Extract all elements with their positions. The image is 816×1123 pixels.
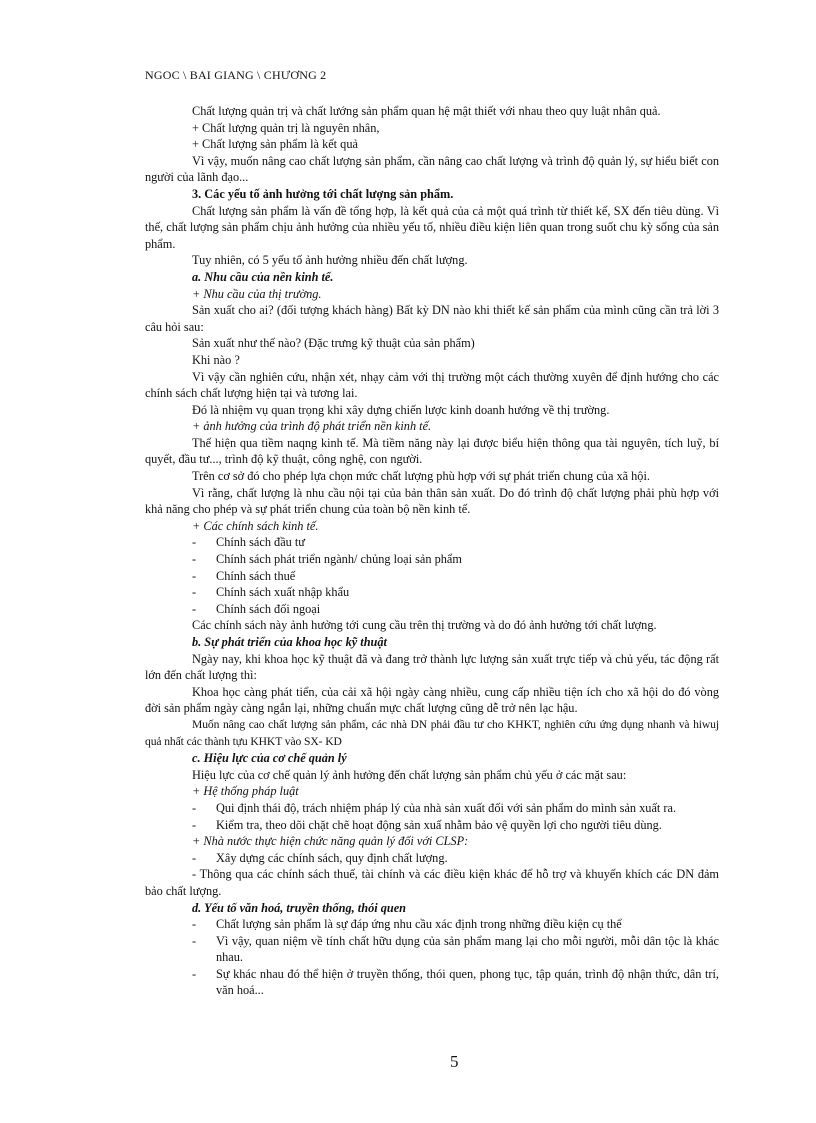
paragraph: Khi nào ? [192, 352, 240, 367]
paragraph: Chất lượng sản phẩm là vấn đề tổng hợp, là kết quả của cả một quá trình từ thiết kế, SX đến tiêu dùng. Vì thế, chất lượng sản phẩm chịu ảnh hưởng của nhiều yếu tố, nhiều điều kiện liên quan trong suốt chu kỳ sống của sản phẩm. [145, 203, 719, 251]
document-body [145, 103, 719, 999]
page-number: 5 [450, 1052, 459, 1071]
bullet-dash: - [192, 966, 197, 981]
bullet-item [145, 568, 719, 585]
paragraph: Vì vậy cần nghiên cứu, nhận xét, nhạy cảm với thị trường một cách thường xuyên để định hướng cho các chính sách chất lượng hiện tại và tương lai. [145, 369, 719, 401]
bullet-dash: - [192, 568, 197, 583]
bullet-item [145, 800, 719, 817]
paragraph: Đó là nhiệm vụ quan trọng khi xây dựng chiến lược kinh doanh hướng về thị trường. [192, 402, 610, 417]
bullet-text: Qui định thái độ, trách nhiệm pháp lý của nhà sản xuất đối với sản phẩm do mình sản xuất ra. [216, 800, 677, 815]
paragraph: + Chất lượng sản phẩm là kết quả [192, 137, 358, 152]
paragraph: b. Sự phát triển của khoa học kỹ thuật [192, 635, 387, 649]
bullet-item [145, 534, 719, 551]
paragraph: Hiệu lực của cơ chế quản lý ảnh hưởng đến chất lượng sản phẩm chủ yếu ở các mặt sau: [192, 767, 627, 782]
paragraph: Thể hiện qua tiềm naqng kinh tế. Mà tiềm năng này lại được biểu hiện thông qua tài nguyên, tích luỹ, bí quyết, đầu tư..., trình độ kỹ thuật, công nghệ, con người. [145, 435, 719, 467]
paragraph: Các chính sách này ảnh hưởng tới cung cầu trên thị trường và do đó ảnh hưởng tới chất lượng. [192, 618, 657, 633]
bullet-item [145, 966, 719, 999]
page-header: NGOC \ BAI GIANG \ CHƯƠNG 2 [145, 68, 327, 82]
paragraph: Vì vậy, muốn nâng cao chất lượng sản phẩm, cần nâng cao chất lượng và trình độ quản lý, sự hiểu biết con người của lãnh đạo... [145, 153, 719, 185]
bullet-text: Chất lượng sản phẩm là sự đáp ứng nhu cầu xác định trong những điều kiện cụ thể [216, 917, 622, 932]
paragraph: Khoa học càng phát tiển, của cải xã hội ngày càng nhiều, cung cấp nhiều tiện ích cho xã hội do đó vòng đời sản phẩm ngày càng ngắn lại, những chuẩn mực chất lượng cũng dễ trở nên lạc hậu. [145, 684, 719, 716]
paragraph: Sản xuất như thế nào? (Đặc trưng kỹ thuật của sản phẩm) [192, 336, 475, 351]
bullet-item [145, 601, 719, 618]
paragraph: Vì rằng, chất lượng là nhu cầu nội tại của bản thân sản xuất. Do đó trình độ chất lượng phải phù hợp với khả năng cho phép và sự phát triển chung của toàn bộ nền kinh tế. [145, 485, 719, 517]
bullet-item [145, 850, 719, 867]
paragraph: d. Yếu tố văn hoá, truyền thống, thói quen [192, 900, 406, 915]
paragraph: + Chất lượng quản trị là nguyên nhân, [192, 120, 380, 135]
bullet-dash: - [192, 552, 197, 567]
paragraph: Ngày nay, khi khoa học kỹ thuật đã và đang trở thành lực lượng sản xuất trực tiếp và chủ yếu, tác động rất lớn đến chất lượng thì: [145, 651, 719, 683]
paragraph: + ảnh hưởng của trình độ phát triển nền kinh tế. [192, 419, 432, 434]
paragraph: a. Nhu cầu của nền kinh tế. [192, 269, 334, 284]
paragraph: Tuy nhiên, có 5 yếu tố ảnh hưởng nhiều đến chất lượng. [192, 253, 468, 268]
paragraph: Sản xuất cho ai? (đối tượng khách hàng) Bất kỳ DN nào khi thiết kế sản phẩm của mình cũng cần trả lời 3 câu hỏi sau: [145, 303, 719, 334]
bullet-item [145, 916, 719, 933]
bullet-item [145, 584, 719, 601]
paragraph: c. Hiệu lực của cơ chế quản lý [192, 751, 347, 766]
bullet-dash: - [192, 850, 197, 865]
bullet-text: Xây dựng các chính sách, quy định chất lượng. [216, 850, 448, 865]
bullet-item [145, 551, 719, 568]
bullet-text: Chính sách phát triển ngành/ chủng loại sản phẩm [216, 552, 462, 567]
paragraph: 3. Các yếu tố ảnh hưởng tới chất lượng sản phẩm. [192, 186, 454, 201]
bullet-text: Chính sách thuế [216, 568, 296, 583]
paragraph: + Hệ thống pháp luật [192, 784, 299, 799]
paragraph: Muốn nâng cao chất lượng sản phẩm, các nhà DN phải đầu tư cho KHKT, nghiên cứu ứng dụng nhanh và hiwuj quả nhất các thành tựu KHKT vào SX- KD [145, 717, 719, 748]
bullet-dash: - [192, 933, 197, 948]
bullet-dash: - [192, 800, 197, 815]
bullet-dash: - [192, 535, 197, 550]
bullet-text: Chính sách xuất nhập khẩu [216, 585, 350, 600]
bullet-dash: - [192, 917, 197, 932]
paragraph: Chất lượng quản trị và chất lướng sản phẩm quan hệ mật thiết với nhau theo quy luật nhân quả. [192, 104, 661, 118]
paragraph: Trên cơ sở đó cho phép lựa chọn mức chất lượng phù hợp với sự phát triển chung của xã hội. [192, 469, 650, 484]
bullet-text: Kiểm tra, theo dõi chặt chẽ hoạt động sản xuấ nhằm bảo vệ quyền lợi cho người tiêu dùng. [216, 817, 662, 832]
paragraph: + Nhà nước thực hiện chức năng quản lý đối với CLSP: [192, 834, 469, 849]
bullet-text: Vì vậy, quan niệm về tính chất hữu dụng của sản phẩm mang lại cho mỗi người, mỗi dân tộc là khác nhau. [216, 933, 719, 965]
bullet-text: Sự khác nhau đó thể hiện ở truyền thống, thói quen, phong tục, tập quán, trình độ nhận thức, dân trí, văn hoá... [216, 966, 719, 998]
bullet-dash: - [192, 601, 197, 616]
bullet-item [145, 933, 719, 966]
bullet-dash: - [192, 585, 197, 600]
bullet-text: Chính sách đầu tư [216, 535, 305, 550]
bullet-item [145, 817, 719, 834]
bullet-text: Chính sách đối ngoại [216, 601, 321, 616]
bullet-dash: - [192, 817, 197, 832]
paragraph: - Thông qua các chính sách thuế, tài chính và các điều kiện khác để hỗ trợ và khuyến khích các DN đảm bảo chất lượng. [145, 867, 719, 898]
paragraph: + Nhu cầu của thị trường. [192, 286, 322, 301]
paragraph: + Các chính sách kinh tế. [192, 518, 319, 533]
